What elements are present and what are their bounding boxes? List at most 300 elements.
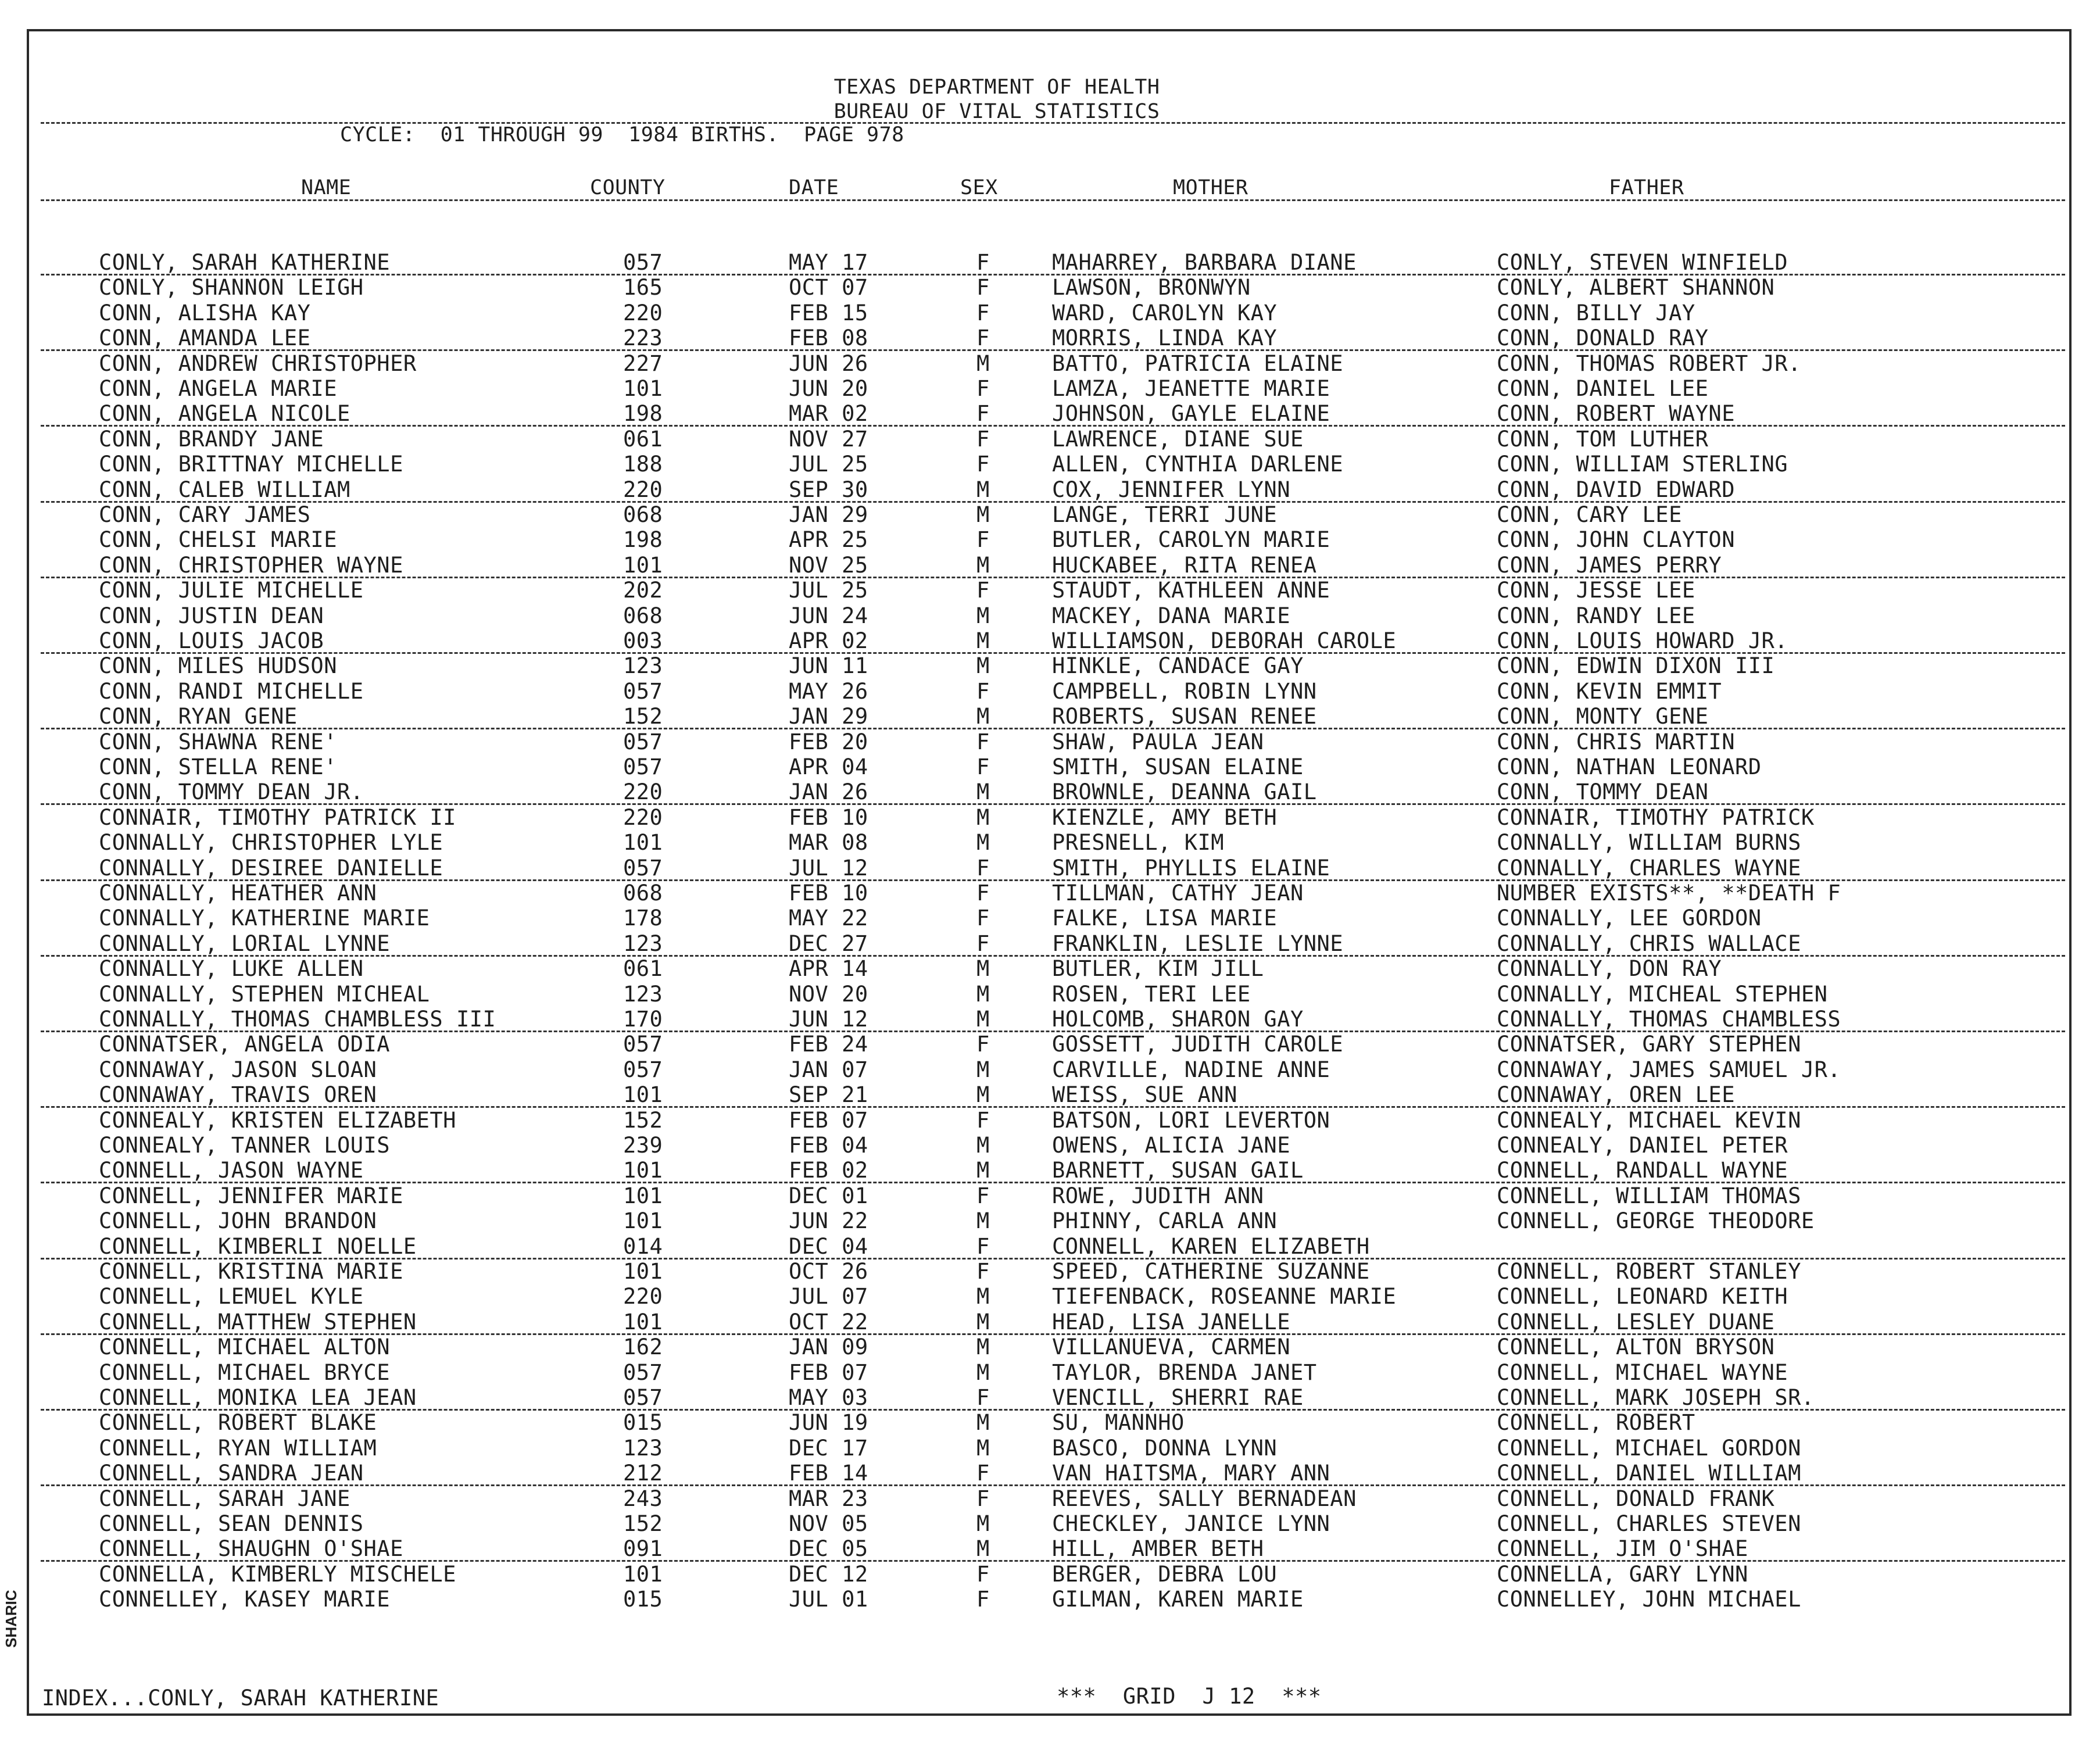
cell-father: CONN, BILLY JAY xyxy=(1497,300,1695,325)
table-row xyxy=(0,729,2100,754)
table-row xyxy=(0,881,2100,906)
cell-county: 220 xyxy=(623,1284,663,1310)
cell-father: CONNALLY, THOMAS CHAMBLESS xyxy=(1497,1007,1841,1032)
cell-mother: VILLANUEVA, CARMEN xyxy=(1052,1334,1290,1360)
cell-date: JUN 26 xyxy=(789,350,868,376)
table-row xyxy=(0,1334,2100,1359)
cell-mother: HILL, AMBER BETH xyxy=(1052,1536,1264,1562)
cell-sex: F xyxy=(976,527,990,553)
cell-father: CONN, WILLIAM STERLING xyxy=(1497,452,1788,477)
cell-county: 178 xyxy=(623,906,663,931)
cell-mother: VENCILL, SHERRI RAE xyxy=(1052,1385,1304,1410)
cell-county: 152 xyxy=(623,1107,663,1133)
cell-mother: ROSEN, TERI LEE xyxy=(1052,981,1251,1007)
cell-sex: M xyxy=(976,350,990,376)
cell-date: JAN 07 xyxy=(789,1057,868,1082)
cell-name: CONNELL, JENNIFER MARIE xyxy=(99,1183,403,1208)
cell-sex: F xyxy=(976,578,990,603)
table-row xyxy=(0,325,2100,350)
cell-date: JUN 22 xyxy=(789,1208,868,1234)
cell-father: CONN, CHRIS MARTIN xyxy=(1497,729,1735,754)
cell-date: DEC 17 xyxy=(789,1435,868,1461)
cell-date: JUL 25 xyxy=(789,578,868,603)
cell-name: CONN, ANGELA MARIE xyxy=(99,376,337,401)
cell-name: CONN, CALEB WILLIAM xyxy=(99,477,350,502)
cell-mother: WEISS, SUE ANN xyxy=(1052,1082,1237,1108)
cell-date: NOV 05 xyxy=(789,1511,868,1536)
column-header-mother: MOTHER xyxy=(1173,176,1248,199)
cell-date: DEC 12 xyxy=(789,1561,868,1587)
cell-father: CONN, DAVID EDWARD xyxy=(1497,477,1735,502)
cell-mother: BROWNLE, DEANNA GAIL xyxy=(1052,779,1317,805)
cell-mother: BUTLER, CAROLYN MARIE xyxy=(1052,527,1330,553)
cell-mother: ROBERTS, SUSAN RENEE xyxy=(1052,704,1317,729)
cell-county: 101 xyxy=(623,1208,663,1234)
table-row xyxy=(0,1284,2100,1309)
cell-name: CONN, TOMMY DEAN JR. xyxy=(99,779,364,805)
cell-county: 243 xyxy=(623,1486,663,1511)
cell-name: CONN, ALISHA KAY xyxy=(99,300,311,325)
cell-date: DEC 04 xyxy=(789,1233,868,1259)
cell-mother: ALLEN, CYNTHIA DARLENE xyxy=(1052,452,1344,477)
table-row xyxy=(0,1587,2100,1612)
cell-date: JAN 26 xyxy=(789,779,868,805)
cell-county: 101 xyxy=(623,1309,663,1334)
cell-date: NOV 27 xyxy=(789,426,868,452)
cell-county: 220 xyxy=(623,779,663,805)
cell-father: CONN, ROBERT WAYNE xyxy=(1497,401,1735,427)
cell-mother: BATSON, LORI LEVERTON xyxy=(1052,1107,1330,1133)
cell-mother: PRESNELL, KIM xyxy=(1052,830,1225,856)
cell-county: 170 xyxy=(623,1007,663,1032)
cell-mother: SMITH, SUSAN ELAINE xyxy=(1052,754,1304,779)
table-row xyxy=(0,982,2100,1007)
cell-mother: TIEFENBACK, ROSEANNE MARIE xyxy=(1052,1284,1397,1310)
table-row xyxy=(0,679,2100,704)
cell-county: 101 xyxy=(623,830,663,856)
table-row xyxy=(0,1562,2100,1587)
cell-mother: MACKEY, DANA MARIE xyxy=(1052,603,1290,628)
cell-sex: F xyxy=(976,906,990,931)
cell-sex: F xyxy=(976,1486,990,1511)
cell-date: MAY 17 xyxy=(789,250,868,275)
cell-name: CONN, ANGELA NICOLE xyxy=(99,401,350,427)
cell-mother: GILMAN, KAREN MARIE xyxy=(1052,1587,1304,1612)
cell-county: 068 xyxy=(623,502,663,527)
cell-date: JAN 29 xyxy=(789,704,868,729)
cell-name: CONN, RYAN GENE xyxy=(99,704,298,729)
cell-father: CONN, TOMMY DEAN xyxy=(1497,779,1709,805)
cell-sex: M xyxy=(976,704,990,729)
cell-father: CONN, THOMAS ROBERT JR. xyxy=(1497,350,1801,376)
cell-father: CONNELL, MARK JOSEPH SR. xyxy=(1497,1385,1815,1410)
cell-mother: SU, MANNHO xyxy=(1052,1410,1185,1436)
cell-mother: LANGE, TERRI JUNE xyxy=(1052,502,1278,527)
cell-name: CONNELLA, KIMBERLY MISCHELE xyxy=(99,1561,456,1587)
cell-mother: TAYLOR, BRENDA JANET xyxy=(1052,1359,1317,1385)
cell-date: OCT 07 xyxy=(789,275,868,300)
cell-name: CONNALLY, CHRISTOPHER LYLE xyxy=(99,830,443,856)
cell-name: CONNELL, JASON WAYNE xyxy=(99,1158,364,1183)
cell-county: 057 xyxy=(623,1032,663,1057)
cell-mother: BATTO, PATRICIA ELAINE xyxy=(1052,350,1344,376)
cell-father: CONN, KEVIN EMMIT xyxy=(1497,678,1722,704)
table-row xyxy=(0,603,2100,628)
cell-name: CONNELL, JOHN BRANDON xyxy=(99,1208,377,1234)
cell-sex: M xyxy=(976,1536,990,1562)
cell-father: CONNAWAY, JAMES SAMUEL JR. xyxy=(1497,1057,1841,1082)
cell-father: CONLY, STEVEN WINFIELD xyxy=(1497,250,1788,275)
cell-date: FEB 04 xyxy=(789,1133,868,1158)
table-row xyxy=(0,704,2100,729)
cell-county: 015 xyxy=(623,1410,663,1436)
cell-name: CONN, ANDREW CHRISTOPHER xyxy=(99,350,417,376)
cell-date: FEB 10 xyxy=(789,881,868,906)
cell-county: 057 xyxy=(623,1057,663,1082)
cell-date: DEC 01 xyxy=(789,1183,868,1208)
cell-sex: M xyxy=(976,477,990,502)
cell-county: 198 xyxy=(623,401,663,427)
cell-name: CONN, BRANDY JANE xyxy=(99,426,324,452)
cell-name: CONNALLY, HEATHER ANN xyxy=(99,881,377,906)
cell-father: CONNALLY, WILLIAM BURNS xyxy=(1497,830,1801,856)
cell-father: CONN, LOUIS HOWARD JR. xyxy=(1497,628,1788,653)
cell-name: CONNELL, SANDRA JEAN xyxy=(99,1461,364,1486)
cell-county: 212 xyxy=(623,1461,663,1486)
cell-mother: BASCO, DONNA LYNN xyxy=(1052,1435,1278,1461)
cell-name: CONN, BRITTNAY MICHELLE xyxy=(99,452,403,477)
cell-county: 068 xyxy=(623,603,663,628)
cell-father: CONNATSER, GARY STEPHEN xyxy=(1497,1032,1801,1057)
table-row xyxy=(0,351,2100,376)
table-row xyxy=(0,1082,2100,1107)
cell-county: 165 xyxy=(623,275,663,300)
cell-county: 061 xyxy=(623,956,663,982)
cell-mother: REEVES, SALLY BERNADEAN xyxy=(1052,1486,1357,1511)
cell-date: JUN 11 xyxy=(789,653,868,679)
cell-date: FEB 15 xyxy=(789,300,868,325)
cell-mother: MAHARREY, BARBARA DIANE xyxy=(1052,250,1357,275)
cell-county: 101 xyxy=(623,552,663,578)
cell-sex: F xyxy=(976,1233,990,1259)
cell-father: CONNALLY, CHRIS WALLACE xyxy=(1497,931,1801,956)
cell-sex: M xyxy=(976,981,990,1007)
cell-date: JUL 25 xyxy=(789,452,868,477)
table-row xyxy=(0,1486,2100,1511)
cell-county: 015 xyxy=(623,1587,663,1612)
cell-name: CONNALLY, STEPHEN MICHEAL xyxy=(99,981,430,1007)
cell-mother: LAWRENCE, DIANE SUE xyxy=(1052,426,1304,452)
cell-sex: F xyxy=(976,250,990,275)
table-row xyxy=(0,1057,2100,1082)
cell-sex: F xyxy=(976,376,990,401)
cell-name: CONN, CARY JAMES xyxy=(99,502,311,527)
agency-title: TEXAS DEPARTMENT OF HEALTH xyxy=(833,76,1160,99)
cell-name: CONN, CHELSI MARIE xyxy=(99,527,337,553)
table-row xyxy=(0,376,2100,401)
cell-name: CONNALLY, LUKE ALLEN xyxy=(99,956,364,982)
cell-date: MAR 08 xyxy=(789,830,868,856)
cell-county: 152 xyxy=(623,1511,663,1536)
cell-date: SEP 30 xyxy=(789,477,868,502)
side-label: SHARIC xyxy=(2,1590,20,1648)
cell-father: CONN, DANIEL LEE xyxy=(1497,376,1709,401)
cell-date: SEP 21 xyxy=(789,1082,868,1108)
cell-father: CONNELL, MICHAEL GORDON xyxy=(1497,1435,1801,1461)
cell-mother: PHINNY, CARLA ANN xyxy=(1052,1208,1278,1234)
cell-mother: SPEED, CATHERINE SUZANNE xyxy=(1052,1259,1370,1284)
cell-date: NOV 25 xyxy=(789,552,868,578)
table-row xyxy=(0,1259,2100,1284)
cell-sex: M xyxy=(976,956,990,982)
cell-date: MAY 22 xyxy=(789,906,868,931)
cell-date: JUL 01 xyxy=(789,1587,868,1612)
cell-date: APR 25 xyxy=(789,527,868,553)
cell-sex: M xyxy=(976,1158,990,1183)
cell-mother: LAWSON, BRONWYN xyxy=(1052,275,1251,300)
cycle-line: CYCLE: 01 THROUGH 99 1984 BIRTHS. PAGE 978 xyxy=(340,123,904,146)
cell-father: CONN, RANDY LEE xyxy=(1497,603,1695,628)
cell-sex: F xyxy=(976,275,990,300)
cell-father: CONNELL, ROBERT xyxy=(1497,1410,1695,1436)
cell-father: CONN, TOM LUTHER xyxy=(1497,426,1709,452)
cell-name: CONNELL, KIMBERLI NOELLE xyxy=(99,1233,417,1259)
cell-mother: TILLMAN, CATHY JEAN xyxy=(1052,881,1304,906)
cell-name: CONNALLY, KATHERINE MARIE xyxy=(99,906,430,931)
cell-name: CONN, AMANDA LEE xyxy=(99,325,311,351)
cell-sex: F xyxy=(976,1183,990,1208)
cell-father: CONNELL, CHARLES STEVEN xyxy=(1497,1511,1801,1536)
cell-father: CONN, EDWIN DIXON III xyxy=(1497,653,1775,679)
cell-mother: ROWE, JUDITH ANN xyxy=(1052,1183,1264,1208)
table-row xyxy=(0,653,2100,678)
cell-county: 101 xyxy=(623,1259,663,1284)
cell-sex: M xyxy=(976,804,990,830)
cell-father: CONNAIR, TIMOTHY PATRICK xyxy=(1497,804,1815,830)
cell-county: 223 xyxy=(623,325,663,351)
cell-mother: BERGER, DEBRA LOU xyxy=(1052,1561,1278,1587)
cell-county: 123 xyxy=(623,931,663,956)
table-row xyxy=(0,1234,2100,1259)
cell-sex: M xyxy=(976,1208,990,1234)
cell-county: 123 xyxy=(623,981,663,1007)
cell-name: CONNELLEY, KASEY MARIE xyxy=(99,1587,391,1612)
cell-mother: WILLIAMSON, DEBORAH CAROLE xyxy=(1052,628,1397,653)
cell-county: 061 xyxy=(623,426,663,452)
table-row xyxy=(0,628,2100,653)
index-label: INDEX...CONLY, SARAH KATHERINE xyxy=(42,1686,439,1711)
cell-father: CONNELL, JIM O'SHAE xyxy=(1497,1536,1748,1562)
cell-sex: F xyxy=(976,300,990,325)
cell-father: CONNELL, LESLEY DUANE xyxy=(1497,1309,1775,1334)
bureau-title: BUREAU OF VITAL STATISTICS xyxy=(833,100,1160,123)
cell-county: 188 xyxy=(623,452,663,477)
table-row xyxy=(0,779,2100,804)
table-row xyxy=(0,856,2100,881)
cell-date: APR 14 xyxy=(789,956,868,982)
column-header-father: FATHER xyxy=(1609,176,1684,199)
cell-father: CONLY, ALBERT SHANNON xyxy=(1497,275,1775,300)
table-row xyxy=(0,427,2100,452)
cell-sex: M xyxy=(976,653,990,679)
cell-father: CONNELL, RANDALL WAYNE xyxy=(1497,1158,1788,1183)
cell-date: MAY 26 xyxy=(789,678,868,704)
cell-name: CONNAWAY, JASON SLOAN xyxy=(99,1057,377,1082)
cell-sex: M xyxy=(976,779,990,805)
table-row xyxy=(0,1385,2100,1410)
table-row xyxy=(0,553,2100,578)
table-row xyxy=(0,527,2100,552)
cell-mother: OWENS, ALICIA JANE xyxy=(1052,1133,1290,1158)
cell-father: CONNELL, MICHAEL WAYNE xyxy=(1497,1359,1788,1385)
cell-father: CONNEALY, DANIEL PETER xyxy=(1497,1133,1788,1158)
cell-sex: M xyxy=(976,1082,990,1108)
cell-sex: M xyxy=(976,552,990,578)
table-row xyxy=(0,1183,2100,1208)
cell-date: FEB 14 xyxy=(789,1461,868,1486)
cell-sex: F xyxy=(976,401,990,427)
cell-date: JAN 29 xyxy=(789,502,868,527)
cell-name: CONLY, SARAH KATHERINE xyxy=(99,250,391,275)
table-row xyxy=(0,1208,2100,1233)
cell-mother: LAMZA, JEANETTE MARIE xyxy=(1052,376,1330,401)
cell-mother: HOLCOMB, SHARON GAY xyxy=(1052,1007,1304,1032)
table-row xyxy=(0,931,2100,956)
cell-name: CONNATSER, ANGELA ODIA xyxy=(99,1032,391,1057)
table-row xyxy=(0,1410,2100,1435)
cell-mother: BARNETT, SUSAN GAIL xyxy=(1052,1158,1304,1183)
cell-mother: CAMPBELL, ROBIN LYNN xyxy=(1052,678,1317,704)
cell-county: 014 xyxy=(623,1233,663,1259)
cell-father: CONN, JOHN CLAYTON xyxy=(1497,527,1735,553)
table-row xyxy=(0,1108,2100,1133)
cell-sex: F xyxy=(976,754,990,779)
cell-date: JUN 19 xyxy=(789,1410,868,1436)
cell-date: JUN 20 xyxy=(789,376,868,401)
cell-mother: SMITH, PHYLLIS ELAINE xyxy=(1052,855,1330,881)
table-row xyxy=(0,1511,2100,1536)
cell-mother: WARD, CAROLYN KAY xyxy=(1052,300,1278,325)
cell-county: 057 xyxy=(623,1385,663,1410)
cell-county: 057 xyxy=(623,855,663,881)
cell-father: CONN, MONTY GENE xyxy=(1497,704,1709,729)
cell-name: CONN, JUSTIN DEAN xyxy=(99,603,324,628)
cell-mother: FALKE, LISA MARIE xyxy=(1052,906,1278,931)
cell-name: CONNELL, MATTHEW STEPHEN xyxy=(99,1309,417,1334)
cell-father: CONN, JESSE LEE xyxy=(1497,578,1695,603)
cell-date: FEB 24 xyxy=(789,1032,868,1057)
cell-name: CONNEALY, KRISTEN ELIZABETH xyxy=(99,1107,456,1133)
cell-date: FEB 10 xyxy=(789,804,868,830)
cell-county: 202 xyxy=(623,578,663,603)
cell-date: JAN 09 xyxy=(789,1334,868,1360)
cell-county: 152 xyxy=(623,704,663,729)
cell-sex: F xyxy=(976,452,990,477)
cell-father: CONNELL, DONALD FRANK xyxy=(1497,1486,1775,1511)
cell-father: CONNELL, DANIEL WILLIAM xyxy=(1497,1461,1801,1486)
cell-date: MAR 23 xyxy=(789,1486,868,1511)
cell-sex: F xyxy=(976,881,990,906)
cell-sex: F xyxy=(976,426,990,452)
cell-county: 101 xyxy=(623,1561,663,1587)
cell-name: CONNAIR, TIMOTHY PATRICK II xyxy=(99,804,456,830)
cell-county: 101 xyxy=(623,376,663,401)
cell-name: CONLY, SHANNON LEIGH xyxy=(99,275,364,300)
cell-sex: F xyxy=(976,1259,990,1284)
cell-mother: SHAW, PAULA JEAN xyxy=(1052,729,1264,754)
cell-sex: F xyxy=(976,1032,990,1057)
cell-date: JUN 24 xyxy=(789,603,868,628)
cell-sex: F xyxy=(976,931,990,956)
cell-sex: M xyxy=(976,1309,990,1334)
table-row xyxy=(0,477,2100,502)
cell-mother: CONNELL, KAREN ELIZABETH xyxy=(1052,1233,1370,1259)
cell-sex: M xyxy=(976,1359,990,1385)
cell-mother: KIENZLE, AMY BETH xyxy=(1052,804,1278,830)
cell-name: CONN, LOUIS JACOB xyxy=(99,628,324,653)
cell-county: 220 xyxy=(623,300,663,325)
cell-county: 123 xyxy=(623,1435,663,1461)
cell-sex: F xyxy=(976,1461,990,1486)
table-row xyxy=(0,830,2100,855)
cell-date: APR 04 xyxy=(789,754,868,779)
cell-county: 220 xyxy=(623,804,663,830)
cell-county: 198 xyxy=(623,527,663,553)
table-row xyxy=(0,1461,2100,1486)
cell-father: CONNELL, WILLIAM THOMAS xyxy=(1497,1183,1801,1208)
cell-date: JUL 12 xyxy=(789,855,868,881)
cell-county: 003 xyxy=(623,628,663,653)
table-row xyxy=(0,250,2100,275)
cell-name: CONNELL, ROBERT BLAKE xyxy=(99,1410,377,1436)
cell-father: CONNALLY, MICHEAL STEPHEN xyxy=(1497,981,1828,1007)
table-row xyxy=(0,1436,2100,1461)
cell-date: DEC 05 xyxy=(789,1536,868,1562)
grid-label: *** GRID J 12 *** xyxy=(1057,1684,1322,1709)
cell-date: JUN 12 xyxy=(789,1007,868,1032)
cell-father: CONNELLA, GARY LYNN xyxy=(1497,1561,1748,1587)
cell-name: CONNELL, SHAUGHN O'SHAE xyxy=(99,1536,403,1562)
column-header-date: DATE xyxy=(789,176,839,199)
cell-date: NOV 20 xyxy=(789,981,868,1007)
cell-county: 057 xyxy=(623,729,663,754)
table-row xyxy=(0,956,2100,981)
column-header-county: COUNTY xyxy=(590,176,666,199)
cell-sex: M xyxy=(976,628,990,653)
cell-mother: HUCKABEE, RITA RENEA xyxy=(1052,552,1317,578)
table-row xyxy=(0,754,2100,779)
table-row xyxy=(0,275,2100,300)
cell-date: FEB 02 xyxy=(789,1158,868,1183)
cell-date: APR 02 xyxy=(789,628,868,653)
table-row xyxy=(0,1360,2100,1385)
cell-mother: JOHNSON, GAYLE ELAINE xyxy=(1052,401,1330,427)
cell-sex: F xyxy=(976,325,990,351)
cell-sex: F xyxy=(976,855,990,881)
cell-county: 162 xyxy=(623,1334,663,1360)
table-row xyxy=(0,502,2100,527)
cell-county: 057 xyxy=(623,678,663,704)
cell-sex: F xyxy=(976,678,990,704)
cell-mother: GOSSETT, JUDITH CAROLE xyxy=(1052,1032,1344,1057)
cell-name: CONNEALY, TANNER LOUIS xyxy=(99,1133,391,1158)
cell-county: 123 xyxy=(623,653,663,679)
cell-father: CONN, DONALD RAY xyxy=(1497,325,1709,351)
table-row xyxy=(0,1133,2100,1158)
table-row xyxy=(0,1536,2100,1561)
cell-sex: M xyxy=(976,1334,990,1360)
cell-sex: M xyxy=(976,603,990,628)
